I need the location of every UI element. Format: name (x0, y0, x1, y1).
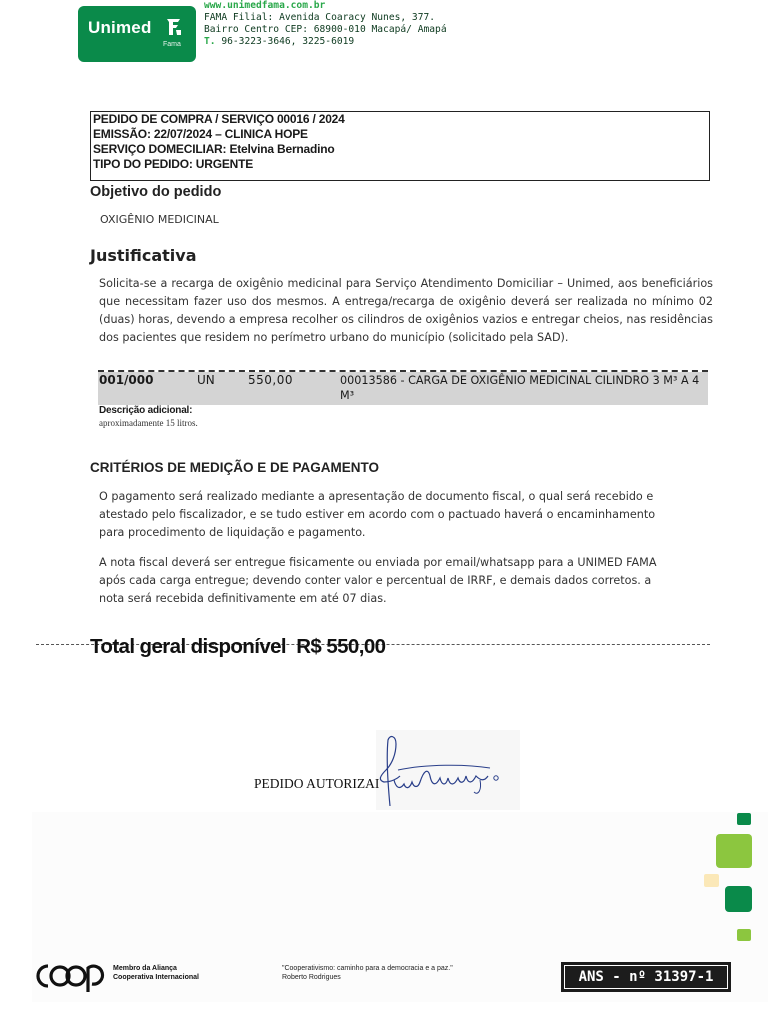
item-quantity: 550,00 (248, 373, 293, 387)
address-line-1: FAMA Filial: Avenida Coaracy Nunes, 377. (204, 12, 436, 23)
address-line-2: Bairro Centro CEP: 68900-010 Macapá/ Amapá (204, 24, 447, 35)
item-row (98, 372, 708, 405)
phone-numbers: 96-3223-3646, 3225-6019 (221, 36, 355, 47)
justification-text: Solicita-se a recarga de oxigênio medicinal para Serviço Atendimento Domiciliar – Unimed, aos beneficiários que necessitam fazer uso dos mesmos. A entrega/recarga de oxigênio deverá ser realizada no mínimo 02 (duas) horas, devendo a empresa recolher os cilindros de oxigênios vazios e entregar cheios, nas residências dos pacientes que residem no perímetro urbano do município (solicitado pela SAD). (99, 277, 713, 344)
item-unit: UN (197, 373, 215, 387)
additional-description-text: aproximadamente 15 litros. (99, 418, 198, 428)
quote-author: Roberto Rodrigues (282, 974, 341, 981)
total-value: R$ 550,00 (296, 635, 386, 658)
handwritten-signature (376, 730, 520, 810)
signature-label: PEDIDO AUTORIZAI (254, 776, 380, 791)
decor-square-1 (737, 813, 751, 825)
total-line (90, 635, 385, 659)
decor-square-4 (725, 886, 752, 912)
footer-quote (282, 964, 453, 982)
decor-square-5 (737, 929, 751, 941)
order-info-box (90, 111, 710, 181)
coop-line-2: Cooperativa Internacional (113, 974, 199, 981)
logo-wordmark: Unimed (88, 18, 152, 37)
item-description: 00013586 - CARGA DE OXIGÊNIO MEDICINAL CILINDRO 3 M³ A 4 M³ (340, 374, 700, 402)
coop-line-1: Membro da Aliança (113, 965, 177, 972)
order-type: TIPO DO PEDIDO: URGENTE (93, 157, 254, 171)
order-number: PEDIDO DE COMPRA / SERVIÇO 00016 / 2024 (93, 112, 345, 126)
total-label: Total geral disponível (90, 635, 287, 658)
unimed-tree-icon (164, 16, 184, 38)
phone-label: T. (204, 36, 216, 47)
additional-description-label: Descrição adicional: (99, 405, 193, 416)
objective-text: OXIGÊNIO MEDICINAL (100, 213, 219, 226)
criteria-paragraph-1: O pagamento será realizado mediante a apresentação de documento fiscal, o qual será recebido e atestado pelo fiscalizador, e se tudo estiver em acordo com o pactuado haverá o encaminhamento para procedimento de liquidação e pagamento. (99, 490, 656, 539)
order-service: SERVIÇO DOMECILIAR: Etelvina Bernadino (93, 142, 335, 156)
order-emission: EMISSÃO: 22/07/2024 – CLINICA HOPE (93, 127, 308, 141)
criteria-heading: CRITÉRIOS DE MEDIÇÃO E DE PAGAMENTO (90, 460, 380, 475)
website-link[interactable]: www.unimedfama.com.br (204, 0, 326, 11)
coop-logo-icon (34, 960, 108, 994)
quote-text: "Cooperativismo: caminho para a democracia e a paz." (282, 965, 453, 972)
logo-subtext: Fama (163, 41, 181, 48)
justification-heading: Justificativa (90, 246, 197, 265)
criteria-paragraph-2: A nota fiscal deverá ser entregue fisicamente ou enviada por email/whatsapp para a UNIMED FAMA após cada carga entregue; devendo conter valor e percentual de IRRF, e demais dados corretos. a nota será recebida definitivamente em até 07 dias. (99, 556, 657, 605)
objective-heading: Objetivo do pedido (90, 184, 222, 200)
decor-square-2 (716, 834, 752, 868)
coop-membership-text (113, 964, 199, 982)
ans-number: ANS - nº 31397-1 (564, 965, 728, 989)
unimed-logo (78, 6, 196, 62)
ans-badge (561, 962, 731, 992)
header-contact-info (204, 0, 447, 48)
decor-square-3 (704, 874, 719, 887)
phone-line (204, 36, 447, 48)
item-code: 001/000 (99, 373, 154, 387)
